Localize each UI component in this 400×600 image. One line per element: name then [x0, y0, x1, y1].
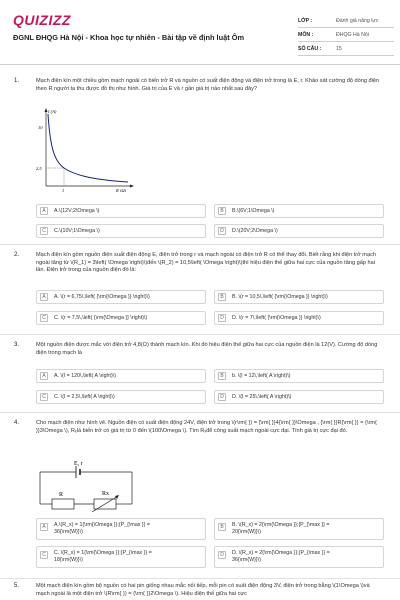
- option-letter: A: [40, 293, 48, 301]
- option-a[interactable]: [36, 369, 206, 383]
- meta-value: 15: [336, 45, 342, 52]
- option-c[interactable]: [36, 390, 206, 404]
- question-text: Cho mạch điện như hình vẽ. Nguồn điện có suất điện động 24V, điện trở trong \(r\rm{ }) = {\rm{ }}4{\rm{ }}\Omega , {\rm{ }}R{\rm{ }} = {\rm{ }}3\Omega \), Rₓlà biến trở có giá trị từ 0 đến \(100\Omega \). Tìm Rₓđể công suất mạch ngoài cực đại. Tính giá trị cực đại đó.: [36, 420, 377, 434]
- option-b[interactable]: [214, 204, 384, 218]
- option-text: A.\(12V;2\Omega \): [54, 208, 100, 214]
- option-letter: A: [40, 372, 48, 380]
- option-letter: D: [218, 314, 226, 322]
- option-b[interactable]: [214, 518, 384, 540]
- option-letter: B: [218, 293, 226, 301]
- option-letter: A: [40, 207, 48, 215]
- circuit-source-label: E, r: [74, 461, 83, 467]
- option-text: D. \(r = 7\,\left( {\rm{\Omega }} \right)\): [232, 315, 321, 321]
- option-a[interactable]: [36, 290, 206, 304]
- option-c[interactable]: [36, 224, 206, 238]
- graph-y-tick-mid: 2,5: [36, 166, 42, 171]
- option-d[interactable]: [214, 546, 384, 568]
- question-number: 2.: [14, 252, 20, 258]
- question-number: 5.: [14, 583, 20, 589]
- option-letter: B: [218, 523, 226, 531]
- question-divider: [0, 244, 400, 245]
- meta-row-count: [298, 42, 394, 56]
- quizizz-logo: QUIZIZZ: [13, 12, 71, 28]
- meta-label: LỚP :: [298, 17, 313, 24]
- option-d[interactable]: [214, 390, 384, 404]
- question-text: Mạch điện kín một chiều gồm mạch ngoài có biến trở R và nguồn có suất điện động và điện trở trong là E, r. Khảo sát cường độ dòng điện theo R người ta thu được đồ thị như hình. Giá trị của E và r gần giá trị nào nhất sau đây?: [36, 78, 380, 92]
- option-text: C.\(10V;1\Omega \): [54, 228, 100, 234]
- graph-xlabel: R (Ω): [116, 188, 127, 192]
- question-divider: [0, 578, 400, 579]
- question-divider: [0, 412, 400, 413]
- question-divider: [0, 334, 400, 335]
- option-b[interactable]: [214, 369, 384, 383]
- meta-row-subject: [298, 28, 394, 42]
- option-c[interactable]: [36, 546, 206, 568]
- option-text: A. \(r = 6,75\,\left( {\rm{\Omega }} \right)\): [54, 294, 150, 300]
- option-letter: C: [40, 393, 48, 401]
- option-letter: D: [218, 393, 226, 401]
- worksheet-meta: [298, 14, 394, 56]
- graph-x-tick: 1: [62, 188, 65, 192]
- circuit-diagram: [32, 458, 142, 516]
- question-text: Mạch điện kín gồm nguồn điện suất điện động E, điện trở trong r và mạch ngoài có điện trở R có thể thay đổi. Biết rằng khi điện trở mạch ngoài tăng từ \(R_1) = 3\left( \Omega \right)\)đến \(R_2) = 10,5\left( \Omega \right)\)thì hiệu điện thế giữa hai cực của nguồn tăng gấp hai lần. Điện trở trong của nguồn điện đó là:: [36, 252, 376, 274]
- option-text: D.\(20V;2\Omega \): [232, 228, 278, 234]
- current-resistance-graph: [36, 106, 136, 192]
- option-text: D. \(I = 25\,\left( A \right)\): [232, 394, 292, 400]
- option-letter: D: [218, 227, 226, 235]
- breadcrumb: ĐGNL ĐHQG Hà Nội - Khoa học tự nhiên - Bài tập về định luật Ôm: [13, 33, 245, 42]
- option-letter: A: [40, 523, 48, 531]
- circuit-r-label: R: [59, 492, 64, 498]
- option-letter: D: [218, 551, 226, 559]
- graph-curve: [48, 114, 128, 182]
- option-text: b. \(I = 12\,\left( A \right)\): [232, 373, 291, 379]
- option-letter: C: [40, 227, 48, 235]
- option-text: B.\(6V;1\Omega \): [232, 208, 275, 214]
- header-divider: [0, 64, 400, 65]
- option-text: B. \(R_x) = 2{\rm{\Omega }};{P_{\max }} = 20{\rm{W}}\): [232, 522, 330, 535]
- option-letter: C: [40, 314, 48, 322]
- option-text: C. \(I = 2,5\,\left( A \right)\): [54, 394, 115, 400]
- option-a[interactable]: [36, 518, 206, 540]
- option-text: B. \(r = 10,5\,\left( {\rm{\Omega }} \right)\): [232, 294, 328, 300]
- graph-ylabel: I (A): [48, 109, 57, 114]
- option-text: A.\(R_x) = 1{\rm{\Omega }};{P_{\max }} = 36{\rm{W}}\): [54, 522, 150, 535]
- option-d[interactable]: [214, 311, 384, 325]
- option-text: C. \(R_x) = 1{\rm{\Omega }};{P_{\max }} = 18{\rm{W}}\): [54, 550, 152, 563]
- question-text: Một mạch điện kín gồm bộ nguồn có hai pin giống nhau mắc nối tiếp, mỗi pin có suất điện động 3V, điện trở trong bằng \(1\Omega \)và mạch ngoài là một điện trở \(R\rm{ }) = {\rm{ }}2\Omega \). Hiệu điện thế giữa hai cực: [36, 583, 370, 597]
- option-text: C. \(r = 7,5\,\left( {\rm{\Omega }} \right)\): [54, 315, 148, 321]
- question-number: 1.: [14, 78, 20, 84]
- option-d[interactable]: [214, 224, 384, 238]
- resistor-r: [52, 499, 74, 509]
- meta-label: MÔN :: [298, 31, 314, 38]
- option-text: D. \(R_x) = 2{\rm{\Omega }};{P_{\max }} = 36{\rm{W}}\): [232, 550, 330, 563]
- question-number: 3.: [14, 342, 20, 348]
- graph-y-tick-top: 10: [38, 125, 43, 130]
- worksheet-header: [0, 0, 400, 64]
- option-letter: B: [218, 207, 226, 215]
- circuit-rx-label: Rx: [102, 491, 110, 497]
- question-text: Một nguồn điện được mắc với điện trở 4,8(Ω) thành mạch kín. Khi đó hiệu điện thế giữa hai cực của nguồn điện là 12(V). Cường độ dòng điện trong mạch là: [36, 342, 378, 356]
- question-number: 4.: [14, 420, 20, 426]
- option-letter: C: [40, 551, 48, 559]
- option-a[interactable]: [36, 204, 206, 218]
- meta-value: ĐHQG Hà Nội: [336, 31, 369, 38]
- option-b[interactable]: [214, 290, 384, 304]
- meta-value: Đánh giá năng lực: [336, 17, 379, 24]
- meta-row-class: [298, 14, 394, 28]
- meta-label: SỐ CÂU :: [298, 45, 322, 52]
- option-letter: B: [218, 372, 226, 380]
- option-text: A. \(I = 120\,\left( A \right)\): [54, 373, 116, 379]
- option-c[interactable]: [36, 311, 206, 325]
